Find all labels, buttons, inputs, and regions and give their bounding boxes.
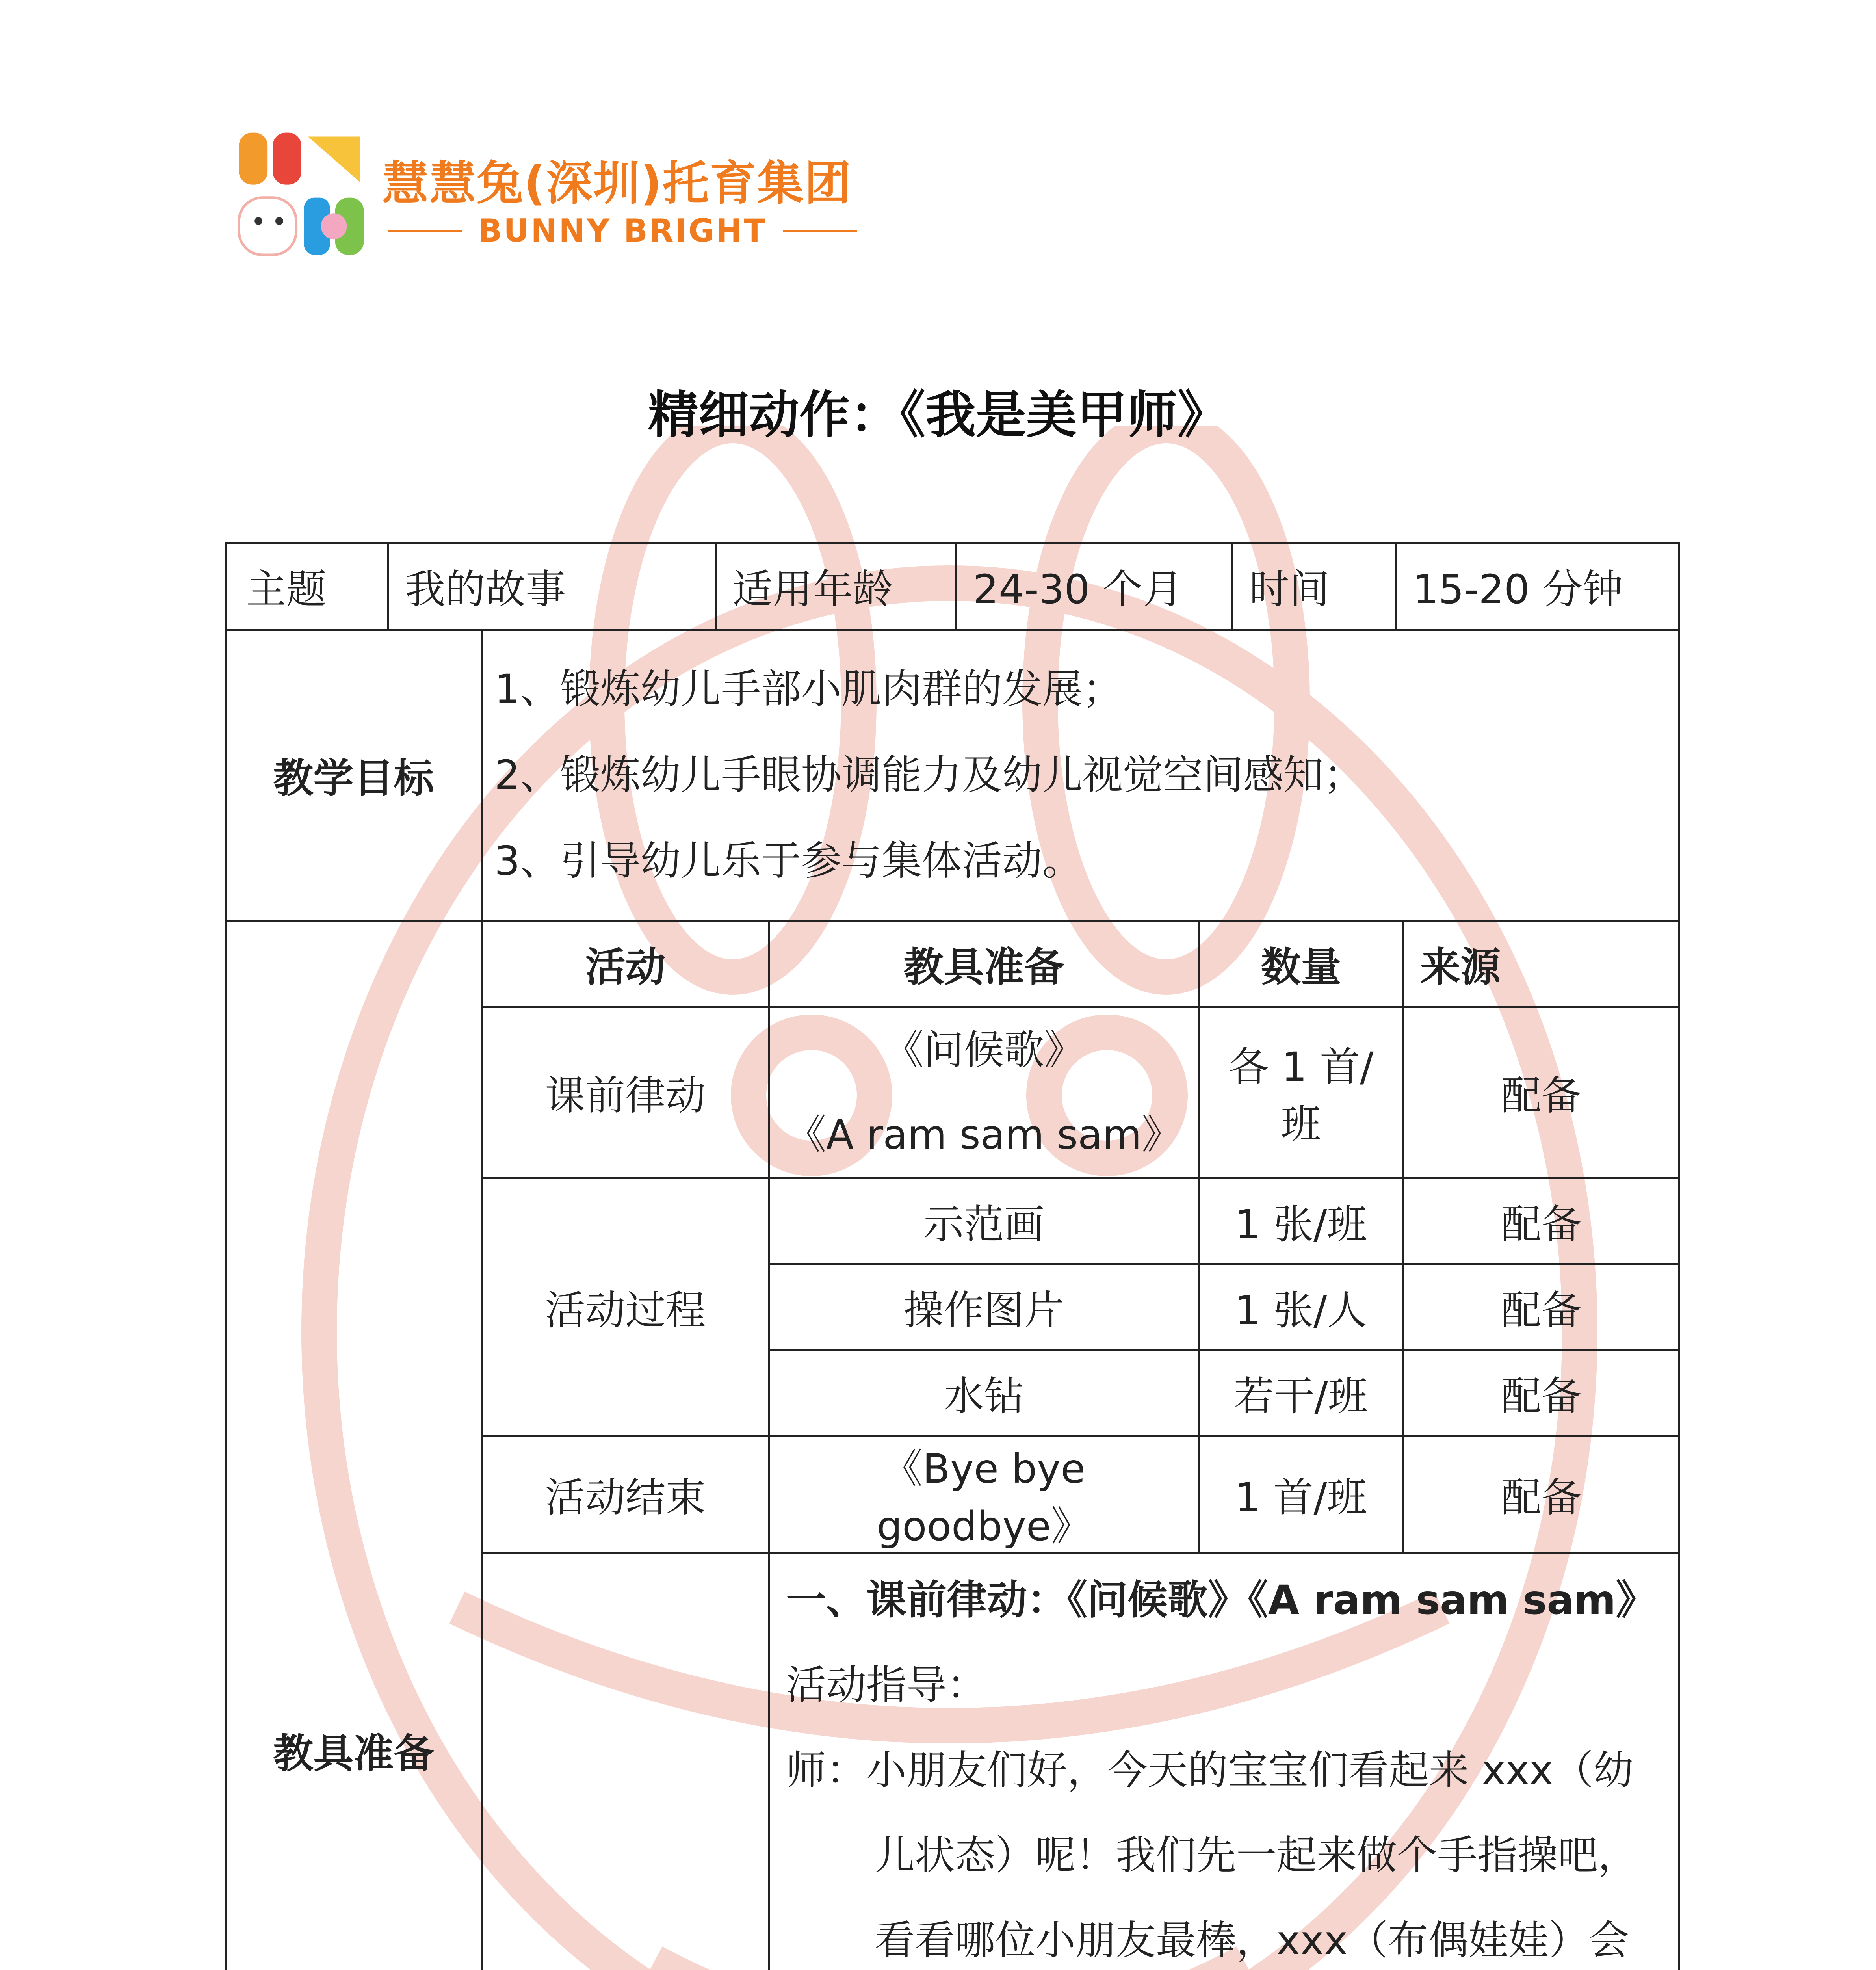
quantity-cell: 各 1 首/班: [1199, 1007, 1404, 1178]
goal-item: 2、锻炼幼儿手眼协调能力及幼儿视觉空间感知；: [494, 752, 1364, 799]
age-value: 24-30 个月: [957, 544, 1233, 629]
teacher-dialogue: [786, 1728, 1662, 1970]
quantity-cell: 若干/班: [1199, 1350, 1404, 1436]
goals-list: [482, 630, 1679, 921]
brand-name-en: BUNNY BRIGHT: [478, 212, 767, 249]
time-value: 15-20 分钟: [1413, 566, 1623, 613]
source-cell: 配备: [1404, 1007, 1679, 1178]
topic-label: 主题: [227, 544, 388, 629]
goals-row: [226, 630, 1679, 921]
brand-name-cn: 慧慧兔(深圳)托育集团: [382, 156, 852, 210]
quantity-cell: 1 张/人: [1199, 1264, 1404, 1350]
material-name: 水钻: [769, 1350, 1199, 1436]
goal-item: 3、引导幼儿乐于参与集体活动。: [494, 838, 1083, 885]
teacher-speech: 师：小朋友们好，今天的宝宝们看起来 xxx（幼儿状态）呢！我们先一起来做个手指操吧，看看哪位小朋友最棒，xxx（布偶娃娃）会: [786, 1747, 1638, 1964]
material-name: 《A ram sam sam》: [786, 1111, 1182, 1158]
col-materials: 教具准备: [769, 921, 1199, 1007]
col-source: 来源: [1404, 921, 1679, 1007]
material-cell: [769, 1007, 1199, 1178]
age-label: 适用年龄: [716, 544, 957, 629]
steps-label: [482, 1553, 769, 1970]
topic-value: 我的故事: [388, 544, 716, 629]
brand-name-en-row: [388, 207, 857, 254]
lesson-plan-table: [225, 542, 1680, 1970]
source-cell: 配备: [1404, 1350, 1679, 1436]
page-title: 精细动作：《我是美甲师》: [648, 385, 1228, 444]
material-name: 《问候歌》: [883, 1027, 1085, 1074]
materials-label: 教具准备: [226, 921, 482, 1970]
quantity-cell: 1 首/班: [1199, 1436, 1404, 1553]
info-row: [226, 543, 1679, 630]
quantity-cell: 1 张/班: [1199, 1178, 1404, 1264]
brand-divider: [388, 230, 462, 232]
brand-divider: [783, 230, 857, 232]
source-cell: 配备: [1404, 1436, 1679, 1553]
col-quantity: 数量: [1199, 921, 1404, 1007]
activity-process: 活动过程: [482, 1178, 769, 1436]
goal-item: 1、锻炼幼儿手部小肌肉群的发展；: [494, 666, 1123, 713]
steps-content: [769, 1553, 1679, 1970]
source-cell: 配备: [1404, 1264, 1679, 1350]
time-label: 时间: [1232, 544, 1396, 629]
material-name: 《Bye bye goodbye》: [769, 1436, 1199, 1553]
col-activity: 活动: [482, 921, 769, 1007]
goals-label: 教学目标: [226, 630, 482, 921]
material-name: 操作图片: [769, 1264, 1199, 1350]
bunny-bright-logo-icon: [236, 130, 366, 260]
source-cell: 配备: [1404, 1178, 1679, 1264]
materials-header-row: [226, 921, 1679, 1007]
section-heading: 一、课前律动：《问候歌》《A ram sam sam》: [786, 1577, 1656, 1624]
material-name: 示范画: [769, 1178, 1199, 1264]
activity-ending: 活动结束: [482, 1436, 769, 1553]
guide-label: 活动指导：: [786, 1662, 987, 1709]
activity-warmup: 课前律动: [482, 1007, 769, 1178]
